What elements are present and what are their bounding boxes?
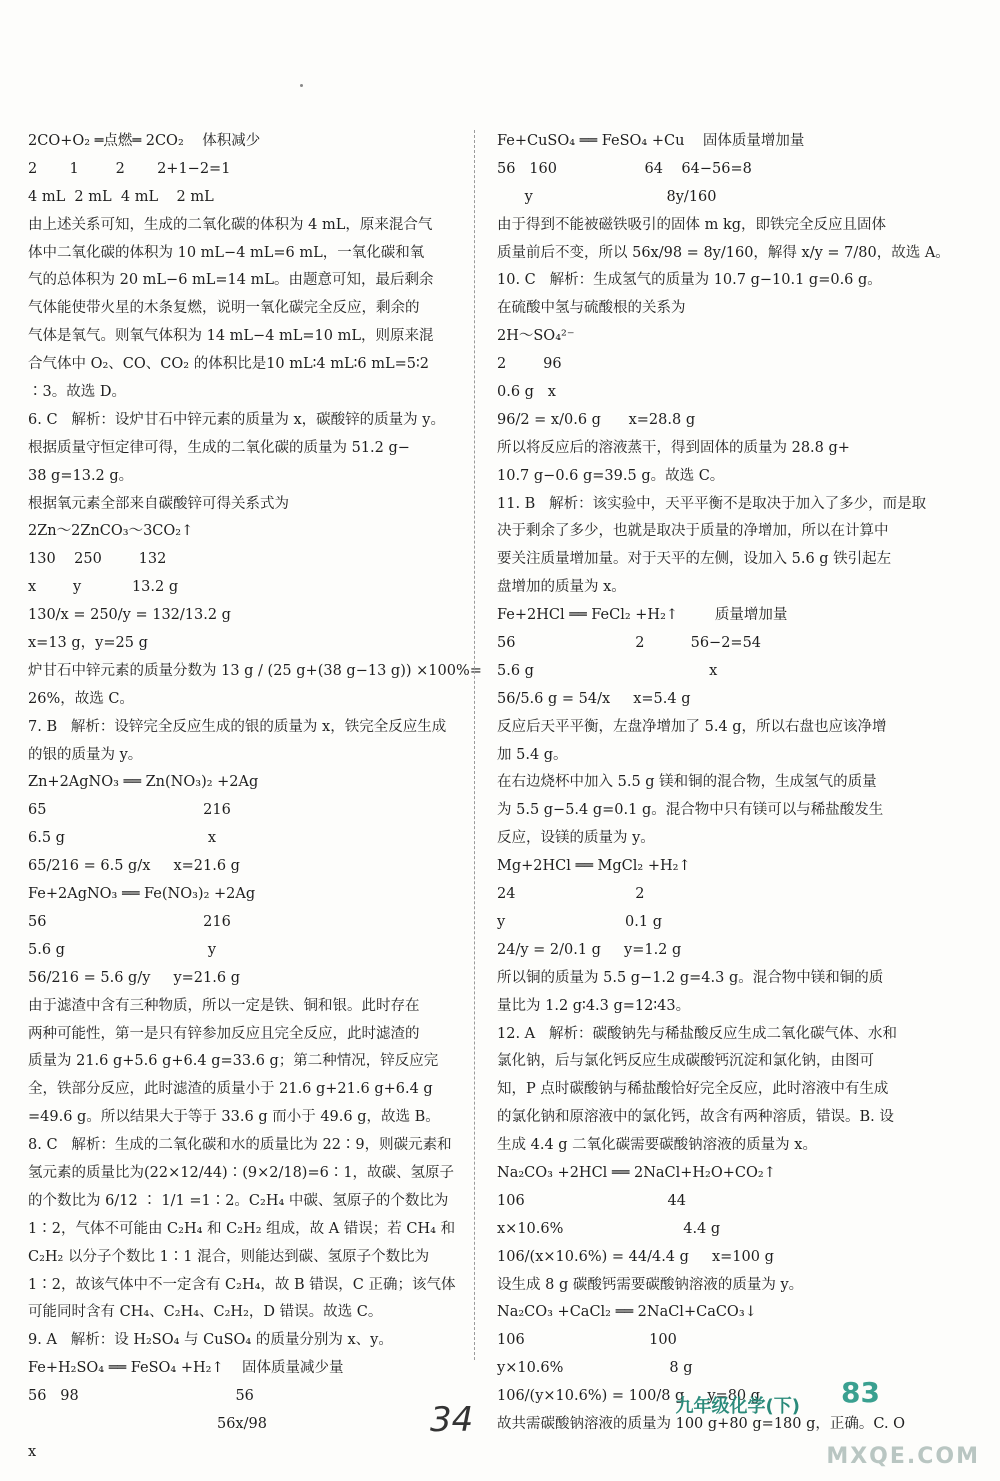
- right-text-line: 加 5.4 g。: [497, 746, 568, 763]
- column-divider: [474, 130, 475, 1360]
- right-text-line: 氯化钠，后与氯化钙反应生成碳酸钙沉淀和氯化钠，由图可: [497, 1053, 874, 1070]
- right-text-line: Fe+2HCl ══ FeCl₂ +H₂↑ 质量增加量: [497, 607, 788, 624]
- right-text-line: 24/y = 2/0.1 g y=1.2 g: [497, 941, 682, 958]
- right-text-line: 0.6 g x: [497, 384, 556, 401]
- left-text-line: 炉甘石中锌元素的质量分数为 13 g / (25 g+(38 g−13 g)) ×100%=: [28, 662, 482, 679]
- left-text-line: x: [28, 1443, 37, 1460]
- left-text-line: =49.6 g。所以结果大于等于 33.6 g 而小于 49.6 g，故选 B。: [28, 1109, 440, 1126]
- page-number: 83: [841, 1376, 880, 1409]
- left-text-line: 由上述关系可知，生成的二氧化碳的体积为 4 mL，原来混合气: [28, 216, 433, 233]
- right-text-line: Fe+CuSO₄ ══ FeSO₄ +Cu 固体质量增加量: [497, 133, 805, 149]
- right-text-line: 反应后天平平衡，左盘净增加了 5.4 g，所以右盘也应该净增: [497, 718, 887, 735]
- left-text-line: 2CO+O₂ ═点燃═ 2CO₂ 体积减少: [28, 133, 261, 149]
- left-text-line: 全，铁部分反应，此时滤渣的质量小于 21.6 g+21.6 g+6.4 g: [28, 1081, 433, 1098]
- left-text-line: 的个数比为 6/12 ∶ 1/1 =1∶2。C₂H₄ 中碳、氢原子的个数比为: [28, 1192, 449, 1209]
- right-text-line: 106/(y×10.6%) = 100/8 g y=80 g: [497, 1388, 761, 1405]
- left-text-line: 氢元素的质量比为(22×12/44)∶(9×2/18)=6∶1，故碳、氢原子: [28, 1164, 455, 1181]
- right-text-line: 5.6 g x: [497, 662, 718, 679]
- left-text-line: 根据质量守恒定律可得，生成的二氧化碳的质量为 51.2 g−: [28, 439, 410, 456]
- right-text-line: 决于剩余了多少，也就是取决于质量的净增加，所以在计算中: [497, 523, 889, 540]
- right-text-line: 10. C 解析：生成氢气的质量为 10.7 g−10.1 g=0.6 g。: [497, 272, 882, 289]
- right-text-line: 在硫酸中氢与硫酸根的关系为: [497, 300, 686, 317]
- right-text-line: 10.7 g−0.6 g=39.5 g。故选 C。: [497, 467, 725, 484]
- right-text-line: 量比为 1.2 g∶4.3 g=12∶43。: [497, 997, 691, 1014]
- watermark: MXQE.COM: [826, 1444, 980, 1469]
- left-text-line: 5.6 g y: [28, 941, 217, 958]
- right-text-line: 生成 4.4 g 二氧化碳需要碳酸钠溶液的质量为 x。: [497, 1137, 817, 1154]
- right-text-line: 96/2 = x/0.6 g x=28.8 g: [497, 411, 696, 428]
- speck: [300, 84, 303, 87]
- right-text-line: 12. A 解析：碳酸钠先与稀盐酸反应生成二氧化碳气体、水和: [497, 1025, 897, 1042]
- left-text-line: Zn+2AgNO₃ ══ Zn(NO₃)₂ +2Ag: [28, 774, 259, 791]
- right-text-line: 56/5.6 g = 54/x x=5.4 g: [497, 690, 691, 707]
- right-text-line: 要关注质量增加量。对于天平的左侧，设加入 5.6 g 铁引起左: [497, 551, 892, 568]
- left-text-line: 1∶2，故该气体中不一定含有 C₂H₄，故 B 错误，C 正确；该气体: [28, 1276, 456, 1293]
- left-text-line: 由于滤渣中含有三种物质，所以一定是铁、铜和银。此时存在: [28, 997, 420, 1014]
- right-text-line: 知，P 点时碳酸钠与稀盐酸恰好完全反应，此时溶液中有生成: [497, 1081, 889, 1098]
- footer-book-title: 九年级化学(下): [675, 1396, 800, 1417]
- left-text-line: 7. B 解析：设锌完全反应生成的银的质量为 x，铁完全反应生成: [28, 718, 447, 735]
- left-text-line: 4 mL 2 mL 4 mL 2 mL: [28, 188, 214, 205]
- left-text-line: 2 1 2 2+1−2=1: [28, 160, 231, 177]
- right-text-line: Mg+2HCl ══ MgCl₂ +H₂↑: [497, 858, 691, 875]
- right-column: [497, 128, 950, 1439]
- right-text-line: 56 2 56−2=54: [497, 635, 762, 652]
- left-text-line: 26%，故选 C。: [28, 690, 134, 707]
- right-text-line: y 0.1 g: [497, 913, 662, 930]
- left-text-line: 56x/98: [28, 1415, 267, 1432]
- left-text-line: ∶3。故选 D。: [28, 384, 126, 401]
- right-text-line: 质量前后不变，所以 56x/98 = 8y/160，解得 x/y = 7/80，故选 A。: [497, 244, 950, 261]
- left-text-line: 2Zn～2ZnCO₃～3CO₂↑: [28, 523, 194, 540]
- right-text-line: 106/(x×10.6%) = 44/4.4 g x=100 g: [497, 1248, 774, 1265]
- left-text-line: x=13 g，y=25 g: [28, 635, 148, 652]
- left-text-line: 合气体中 O₂、CO、CO₂ 的体积比是10 mL∶4 mL∶6 mL=5∶2: [28, 356, 429, 373]
- right-text-line: 2 96: [497, 356, 562, 373]
- left-text-line: 9. A 解析：设 H₂SO₄ 与 CuSO₄ 的质量分别为 x、y。: [28, 1332, 393, 1349]
- right-text-line: 设生成 8 g 碳酸钙需要碳酸钠溶液的质量为 y。: [497, 1276, 804, 1293]
- right-text-line: Na₂CO₃ +2HCl ══ 2NaCl+H₂O+CO₂↑: [497, 1164, 776, 1181]
- left-text-line: 的银的质量为 y。: [28, 746, 143, 763]
- right-text-line: 故共需碳酸钠溶液的质量为 100 g+80 g=180 g，正确。C. O: [497, 1415, 906, 1432]
- right-text-line: 在右边烧杯中加入 5.5 g 镁和铜的混合物，生成氢气的质量: [497, 774, 877, 791]
- left-text-line: Fe+H₂SO₄ ══ FeSO₄ +H₂↑ 固体质量减少量: [28, 1360, 344, 1377]
- left-text-line: 65/216 = 6.5 g/x x=21.6 g: [28, 858, 240, 875]
- right-text-line: x×10.6% 4.4 g: [497, 1220, 721, 1237]
- right-text-line: 11. B 解析：该实验中，天平平衡不是取决于加入了多少，而是取: [497, 495, 927, 512]
- left-text-line: 质量为 21.6 g+5.6 g+6.4 g=33.6 g；第二种情况，锌反应完: [28, 1053, 439, 1070]
- right-text-line: 的氯化钠和原溶液中的氯化钙，故含有两种溶质，错误。B. 设: [497, 1109, 894, 1126]
- left-text-line: 56/216 = 5.6 g/y y=21.6 g: [28, 969, 240, 986]
- left-text-line: 56 98 56: [28, 1388, 254, 1405]
- left-text-line: 1∶2，气体不可能由 C₂H₄ 和 C₂H₂ 组成，故 A 错误；若 CH₄ 和: [28, 1220, 456, 1237]
- left-text-line: 130/x = 250/y = 132/13.2 g: [28, 607, 231, 624]
- right-text-line: 所以铜的质量为 5.5 g−1.2 g=4.3 g。混合物中镁和铜的质: [497, 969, 884, 986]
- left-text-line: 根据氧元素全部来自碳酸锌可得关系式为: [28, 495, 289, 512]
- left-text-line: x y 13.2 g: [28, 579, 179, 596]
- right-text-line: y 8y/160: [497, 188, 717, 205]
- right-text-line: 盘增加的质量为 x。: [497, 579, 626, 596]
- right-text-line: y×10.6% 8 g: [497, 1360, 693, 1377]
- left-column: [28, 128, 482, 1467]
- handwritten-page-number: 34: [430, 1400, 474, 1440]
- right-text-line: 由于得到不能被磁铁吸引的固体 m kg，即铁完全反应且固体: [497, 216, 887, 233]
- left-text-line: 6.5 g x: [28, 830, 217, 847]
- left-text-line: 气体能使带火星的木条复燃，说明一氧化碳完全反应，剩余的: [28, 300, 420, 317]
- left-text-line: 8. C 解析：生成的二氧化碳和水的质量比为 22∶9，则碳元素和: [28, 1137, 452, 1154]
- left-text-line: 可能同时含有 CH₄、C₂H₄、C₂H₂，D 错误。故选 C。: [28, 1304, 383, 1321]
- left-text-line: 两种可能性，第一是只有锌参加反应且完全反应，此时滤渣的: [28, 1025, 420, 1042]
- right-text-line: 2H～SO₄²⁻: [497, 328, 575, 345]
- right-text-line: 24 2: [497, 886, 645, 903]
- right-text-line: 106 44: [497, 1192, 687, 1209]
- right-text-line: Na₂CO₃ +CaCl₂ ══ 2NaCl+CaCO₃↓: [497, 1304, 757, 1321]
- left-text-line: 6. C 解析：设炉甘石中锌元素的质量为 x，碳酸锌的质量为 y。: [28, 411, 445, 428]
- left-text-line: 体中二氧化碳的体积为 10 mL−4 mL=6 mL，一氧化碳和氧: [28, 244, 425, 261]
- left-text-line: Fe+2AgNO₃ ══ Fe(NO₃)₂ +2Ag: [28, 886, 256, 903]
- right-text-line: 反应，设镁的质量为 y。: [497, 830, 655, 847]
- left-text-line: 56 216: [28, 913, 231, 930]
- right-text-line: 所以将反应后的溶液蒸干，得到固体的质量为 28.8 g+: [497, 439, 850, 456]
- right-text-line: 56 160 64 64−56=8: [497, 160, 752, 177]
- right-text-line: 106 100: [497, 1332, 677, 1349]
- left-text-line: 130 250 132: [28, 551, 167, 568]
- left-text-line: C₂H₂ 以分子个数比 1∶1 混合，则能达到碳、氢原子个数比为: [28, 1248, 430, 1265]
- left-text-line: 65 216: [28, 802, 231, 819]
- left-text-line: 气体是氧气。则氧气体积为 14 mL−4 mL=10 mL，则原来混: [28, 328, 434, 345]
- left-text-line: 38 g=13.2 g。: [28, 467, 134, 484]
- right-text-line: 为 5.5 g−5.4 g=0.1 g。混合物中只有镁可以与稀盐酸发生: [497, 802, 884, 819]
- left-text-line: 气的总体积为 20 mL−6 mL=14 mL。由题意可知，最后剩余: [28, 272, 434, 289]
